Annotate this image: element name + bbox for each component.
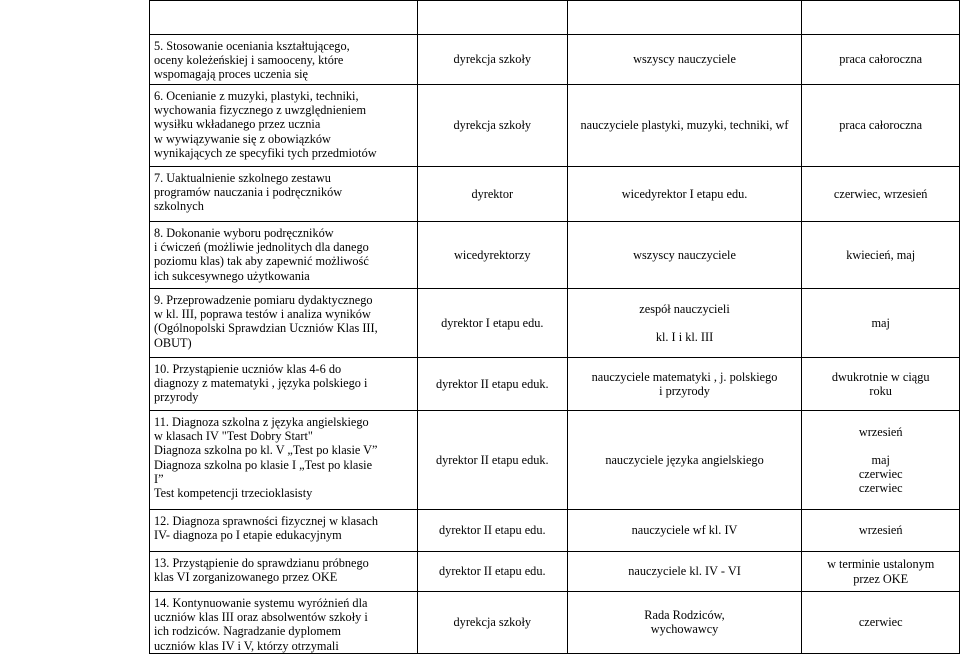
table-row (150, 510, 960, 552)
task-cell: 13. Przystąpienie do sprawdzianu próbnego klas VI zorganizowanego przez OKE (150, 552, 418, 592)
table-row (150, 85, 960, 167)
responsible-cell: dyrektor II etapu eduk. (417, 411, 567, 510)
participants-cell: wszyscy nauczyciele (567, 222, 802, 289)
deadline-cell: wrzesień maj czerwiec czerwiec (802, 411, 960, 510)
task-cell: 8. Dokonanie wyboru podręczników i ćwiczeń (możliwie jednolitych dla danego poziomu klas) tak aby zapewnić możliwość ich sukcesywnego użytkowania (150, 222, 418, 289)
table-row (150, 222, 960, 289)
deadline-cell: maj (802, 289, 960, 358)
responsible-cell: dyrektor I etapu edu. (417, 289, 567, 358)
participants-cell: nauczyciele kl. IV - VI (567, 552, 802, 592)
participants-cell: Rada Rodziców, wychowawcy (567, 592, 802, 654)
deadline-cell (802, 1, 960, 35)
participants-cell: wicedyrektor I etapu edu. (567, 167, 802, 222)
responsible-cell: dyrektor (417, 167, 567, 222)
table-row (150, 358, 960, 411)
task-cell: 9. Przeprowadzenie pomiaru dydaktycznego w kl. III, poprawa testów i analiza wyników (Ogólnopolski Sprawdzian Uczniów Klas III, OBUT) (150, 289, 418, 358)
task-cell: 11. Diagnoza szkolna z języka angielskiego w klasach IV "Test Dobry Start" Diagnoza szkolna po kl. V „Test po klasie V” Diagnoza szkolna po klasie I „Test po klasie I” Test kompetencji trzecioklasisty (150, 411, 418, 510)
task-cell: 5. Stosowanie oceniania kształtującego, oceny koleżeńskiej i samooceny, które wspomagają proces uczenia się (150, 35, 418, 85)
deadline-cell: praca całoroczna (802, 85, 960, 167)
participants-cell: nauczyciele wf kl. IV (567, 510, 802, 552)
table-row (150, 167, 960, 222)
table-row (150, 552, 960, 592)
responsible-cell (417, 1, 567, 35)
task-cell: 14. Kontynuowanie systemu wyróżnień dla uczniów klas III oraz absolwentów szkoły i ich rodziców. Nagradzanie dyplomem uczniów klas IV i V, którzy otrzymali (150, 592, 418, 654)
responsible-cell: dyrekcja szkoły (417, 592, 567, 654)
participants-cell: nauczyciele plastyki, muzyki, techniki, wf (567, 85, 802, 167)
deadline-cell: kwiecień, maj (802, 222, 960, 289)
responsible-cell: dyrektor II etapu edu. (417, 552, 567, 592)
deadline-cell: czerwiec, wrzesień (802, 167, 960, 222)
participants-cell: wszyscy nauczyciele (567, 35, 802, 85)
deadline-cell: praca całoroczna (802, 35, 960, 85)
table-row (150, 35, 960, 85)
responsible-cell: dyrektor II etapu edu. (417, 510, 567, 552)
task-cell: 10. Przystąpienie uczniów klas 4-6 do diagnozy z matematyki , języka polskiego i przyrody (150, 358, 418, 411)
responsible-cell: dyrekcja szkoły (417, 35, 567, 85)
task-cell: 6. Ocenianie z muzyki, plastyki, techniki, wychowania fizycznego z uwzględnieniem wysiłku wkładanego przez ucznia w wywiązywanie się z obowiązków wynikających ze specyfiki tych przedmiotów (150, 85, 418, 167)
table-row (150, 289, 960, 358)
task-cell: 7. Uaktualnienie szkolnego zestawu programów nauczania i podręczników szkolnych (150, 167, 418, 222)
table-row (150, 1, 960, 35)
responsible-cell: dyrektor II etapu eduk. (417, 358, 567, 411)
participants-cell: zespół nauczycieli kl. I i kl. III (567, 289, 802, 358)
deadline-cell: w terminie ustalonym przez OKE (802, 552, 960, 592)
task-table (149, 0, 960, 654)
deadline-cell: dwukrotnie w ciągu roku (802, 358, 960, 411)
participants-cell: nauczyciele języka angielskiego (567, 411, 802, 510)
deadline-cell: wrzesień (802, 510, 960, 552)
task-cell: 12. Diagnoza sprawności fizycznej w klasach IV- diagnoza po I etapie edukacyjnym (150, 510, 418, 552)
responsible-cell: wicedyrektorzy (417, 222, 567, 289)
participants-cell: nauczyciele matematyki , j. polskiego i przyrody (567, 358, 802, 411)
deadline-cell: czerwiec (802, 592, 960, 654)
task-cell (150, 1, 418, 35)
participants-cell (567, 1, 802, 35)
table-row (150, 592, 960, 654)
responsible-cell: dyrekcja szkoły (417, 85, 567, 167)
table-row (150, 411, 960, 510)
